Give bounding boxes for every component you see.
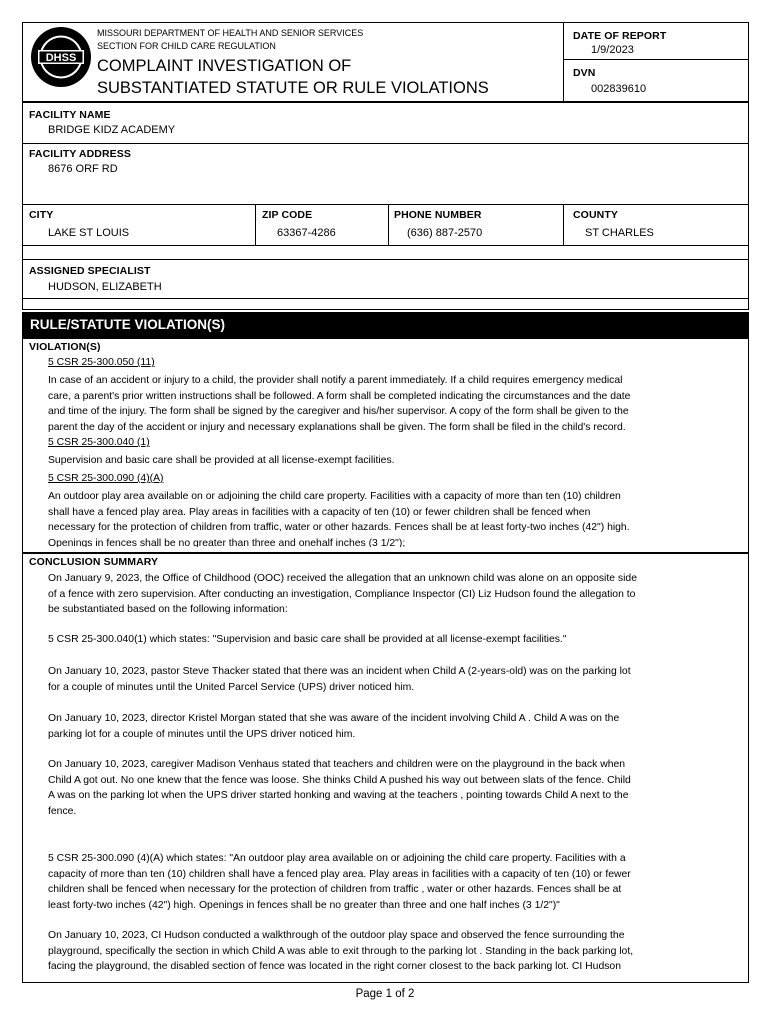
text-line: An outdoor play area available on or adjoining the child care property. Facilities with a capacity of more than ten (10) children [48, 491, 621, 502]
violation-code-3[interactable]: 5 CSR 25-300.090 (4)(A) [48, 473, 164, 484]
text-line: parking lot for a couple of minutes until the UPS driver noticed him. [48, 728, 356, 740]
violation-text-1 [48, 373, 630, 435]
county-value: ST CHARLES [585, 227, 654, 239]
facility-address-value: 8676 ORF RD [48, 163, 118, 175]
text-line: parent the day of the accident or injury and necessary explanations shall be given. The form shall be filed in the child's record. [48, 421, 626, 433]
dvn-label: DVN [573, 67, 596, 79]
header-right-divider [563, 59, 749, 60]
violations-banner: RULE/STATUTE VIOLATION(S) [22, 312, 749, 338]
violation-text-3 [48, 489, 630, 547]
text-line: necessary for the protection of children from traffic, water or other hazards. Fences shall be at least forty-two inches (42") high. [48, 522, 630, 533]
conclusion-paragraph-6 [48, 851, 631, 913]
report-title-line1: COMPLAINT INVESTIGATION OF [97, 57, 352, 75]
violation-code-2[interactable]: 5 CSR 25-300.040 (1) [48, 437, 150, 448]
text-line: Child A got out. No one knew that the fence was loose. She thinks Child A pushed his way out between slats of the fence. Child [48, 774, 631, 786]
text-line: be substantiated based on the following information: [48, 604, 288, 615]
text-line: fence. [48, 805, 77, 817]
violation-text-2 [48, 453, 395, 469]
text-line: 5 CSR 25-300.040(1) which states: "Supervision and basic care shall be provided at all license-exempt facilities." [48, 634, 567, 645]
logo-text: DHSS [45, 52, 77, 64]
text-line: On January 10, 2023, CI Hudson conducted a walkthrough of the outdoor play space and observed the fence surrounding the [48, 930, 625, 941]
conclusion-paragraph-7 [48, 928, 633, 975]
conclusion-paragraph-4 [48, 711, 619, 742]
text-line: On January 10, 2023, director Kristel Morgan stated that she was aware of the incident involving Child A . Child A was on the [48, 713, 620, 724]
dhss-seal-logo [30, 26, 92, 88]
violations-label: VIOLATION(S) [29, 341, 101, 353]
violation-code-1[interactable]: 5 CSR 25-300.050 (11) [48, 357, 155, 368]
text-line: Openings in fences shall be no greater than three and onehalf inches (3 1/2"); [48, 537, 406, 547]
conclusion-paragraph-1 [48, 571, 637, 618]
city-label: CITY [29, 209, 54, 221]
section-name: SECTION FOR CHILD CARE REGULATION [97, 41, 276, 51]
text-line: children shall be fenced when necessary for the protection of children from traffic , water or other hazards. Fences shall be at [48, 884, 622, 895]
page-number: Page 1 of 2 [355, 988, 415, 1000]
county-label: COUNTY [573, 209, 618, 221]
city-zip-divider [255, 204, 256, 245]
conclusion-paragraph-2 [48, 632, 567, 648]
text-line: On January 10, 2023, pastor Steve Thacker stated that there was an incident when Child A (2-years-old) was on the parking lot [48, 666, 631, 677]
assigned-specialist-value: HUDSON, ELIZABETH [48, 281, 162, 293]
spacer-divider [22, 259, 749, 260]
text-line: least forty-two inches (42") high. Openings in fences shall be no greater than three and one half inches (3 1/2")" [48, 899, 560, 911]
text-line: for a couple of minutes until the United Parcel Service (UPS) driver noticed him. [48, 681, 415, 693]
facility-address-divider [22, 204, 749, 205]
city-row-divider [22, 245, 749, 246]
text-line: In case of an accident or injury to a child, the provider shall notify a parent immediately. If a child requires emergency medical [48, 375, 623, 386]
zip-label: ZIP CODE [262, 209, 313, 221]
header-divider [563, 22, 564, 102]
date-of-report-value: 1/9/2023 [591, 44, 634, 56]
text-line: On January 10, 2023, caregiver Madison Venhaus stated that teachers and children were on the playground in the back when [48, 759, 626, 770]
assigned-specialist-label: ASSIGNED SPECIALIST [29, 265, 151, 277]
text-line: shall have a fenced play area. Play areas in facilities with a capacity of ten (10) or fewer children shall be fenced when [48, 506, 591, 518]
text-line: of a fence with zero supervision. After conducting an investigation, Compliance Inspector (CI) Liz Hudson found the allegation to [48, 588, 636, 600]
city-value: LAKE ST LOUIS [48, 227, 130, 239]
facility-name-value: BRIDGE KIDZ ACADEMY [48, 124, 176, 136]
zip-value: 63367-4286 [277, 227, 336, 239]
dvn-value: 002839610 [591, 83, 647, 95]
text-line: care, a parent's prior written instructions shall be followed. A form shall be completed indicating the circumstances and the date [48, 390, 631, 402]
conclusion-paragraph-3 [48, 664, 631, 695]
text-line: A was on the parking lot when the UPS driver started honking and waving at the teachers , pointing towards Child A next to the [48, 790, 629, 801]
text-line: facing the playground, the disabled section of fence was located in the right corner closest to the back parking lot. CI Hudson [48, 961, 621, 972]
text-line: playground, specifically the section in which Child A was able to exit through to the parking lot . Standing in the back parking lot, [48, 945, 634, 957]
specialist-divider [22, 298, 749, 299]
phone-value: (636) 887-2570 [407, 227, 483, 239]
text-line: On January 9, 2023, the Office of Childhood (OOC) received the allegation that an unknown child was alone on an opposite side [48, 573, 637, 584]
text-line: Supervision and basic care shall be provided at all license-exempt facilities. [48, 455, 395, 466]
text-line: capacity of more than ten (10) children shall have a fenced play area. Play areas in facilities with a capacity of ten (10) or fewer [48, 868, 631, 880]
report-title-line2: SUBSTANTIATED STATUTE OR RULE VIOLATIONS [97, 79, 489, 97]
zip-phone-divider [388, 204, 389, 245]
text-line: 5 CSR 25-300.090 (4)(A) which states: "An outdoor play area available on or adjoining the child care property. Facilities with a [48, 853, 626, 864]
facility-name-label: FACILITY NAME [29, 109, 111, 121]
phone-county-divider [563, 204, 564, 245]
text-line: and time of the injury. The form shall be signed by the caregiver and his/her supervisor. A copy of the form shall be given to the [48, 406, 629, 417]
agency-name: MISSOURI DEPARTMENT OF HEALTH AND SENIOR SERVICES [97, 28, 364, 38]
conclusion-paragraph-5 [48, 757, 631, 819]
facility-address-label: FACILITY ADDRESS [29, 148, 131, 160]
facility-name-divider [22, 143, 749, 144]
phone-label: PHONE NUMBER [394, 209, 482, 221]
date-of-report-label: DATE OF REPORT [573, 30, 667, 42]
conclusion-label: CONCLUSION SUMMARY [29, 556, 159, 568]
